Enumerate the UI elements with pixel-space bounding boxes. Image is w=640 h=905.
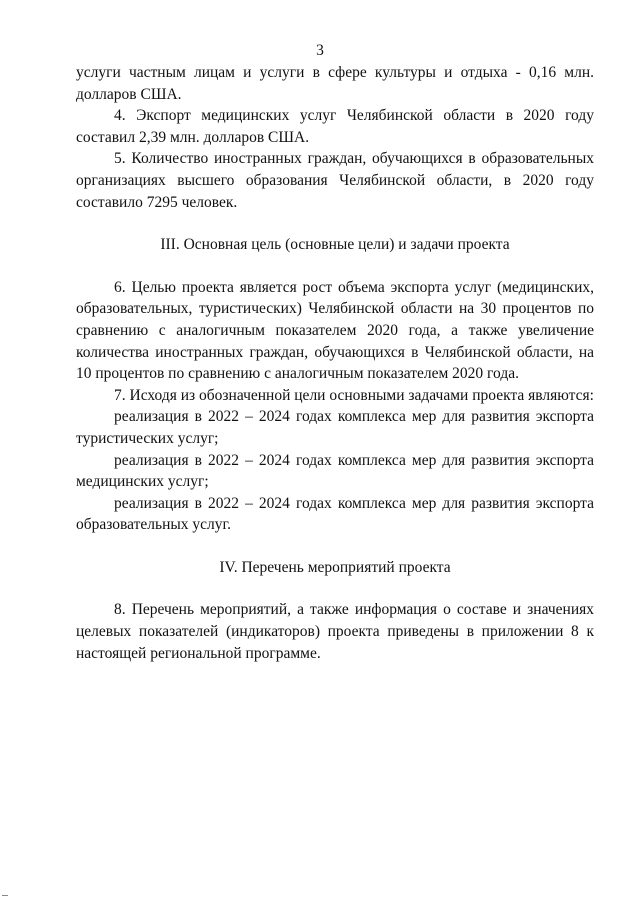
task-item-medical: реализация в 2022 – 2024 годах комплекса мер для развития экспорта медицинских услуг; xyxy=(76,451,594,491)
paragraph-7-tasks-intro: 7. Исходя из обозначенной цели основными задачами проекта являются: xyxy=(114,386,594,404)
section-heading-goals: III. Основная цель (основные цели) и задачи проекта xyxy=(160,236,510,254)
paragraph-4-medical-export: 4. Экспорт медицинских услуг Челябинской области в 2020 году составил 2,39 млн. долларов США. xyxy=(76,107,594,146)
paragraph-5-foreign-students: 5. Количество иностранных граждан, обучающихся в образовательных организациях высшего образования Челябинской области, в 2020 году составило 7295 человек. xyxy=(76,150,594,211)
paragraph-8-activities-list: 8. Перечень мероприятий, а также информация о составе и значениях целевых показателей (индикаторов) проекта приведены в приложении 8 к настоящей региональной программе. xyxy=(76,601,594,662)
task-item-tourism: реализация в 2022 – 2024 годах комплекса мер для развития экспорта туристических услуг; xyxy=(76,408,594,447)
page-number: 3 xyxy=(316,42,324,59)
document-body xyxy=(76,62,594,664)
paragraph-services-culture: услуги частным лицам и услуги в сфере культуры и отдыха - 0,16 млн. долларов США. xyxy=(76,64,594,103)
task-item-education: реализация в 2022 – 2024 годах комплекса мер для развития экспорта образовательных услуг. xyxy=(76,494,594,534)
scan-corner-mark xyxy=(2,892,8,896)
section-heading-activities: IV. Перечень мероприятий проекта xyxy=(219,558,451,576)
paragraph-6-goal: 6. Целью проекта является рост объема экспорта услуг (медицинских, образовательных, туристических) Челябинской области на 30 процентов по сравнению с аналогичным показателем 2020 года, а также увеличение количества иностранных граждан, обучающихся в Челябинской области, на 10 процентов по сравнению с аналогичным показателем 2020 года. xyxy=(76,278,594,383)
